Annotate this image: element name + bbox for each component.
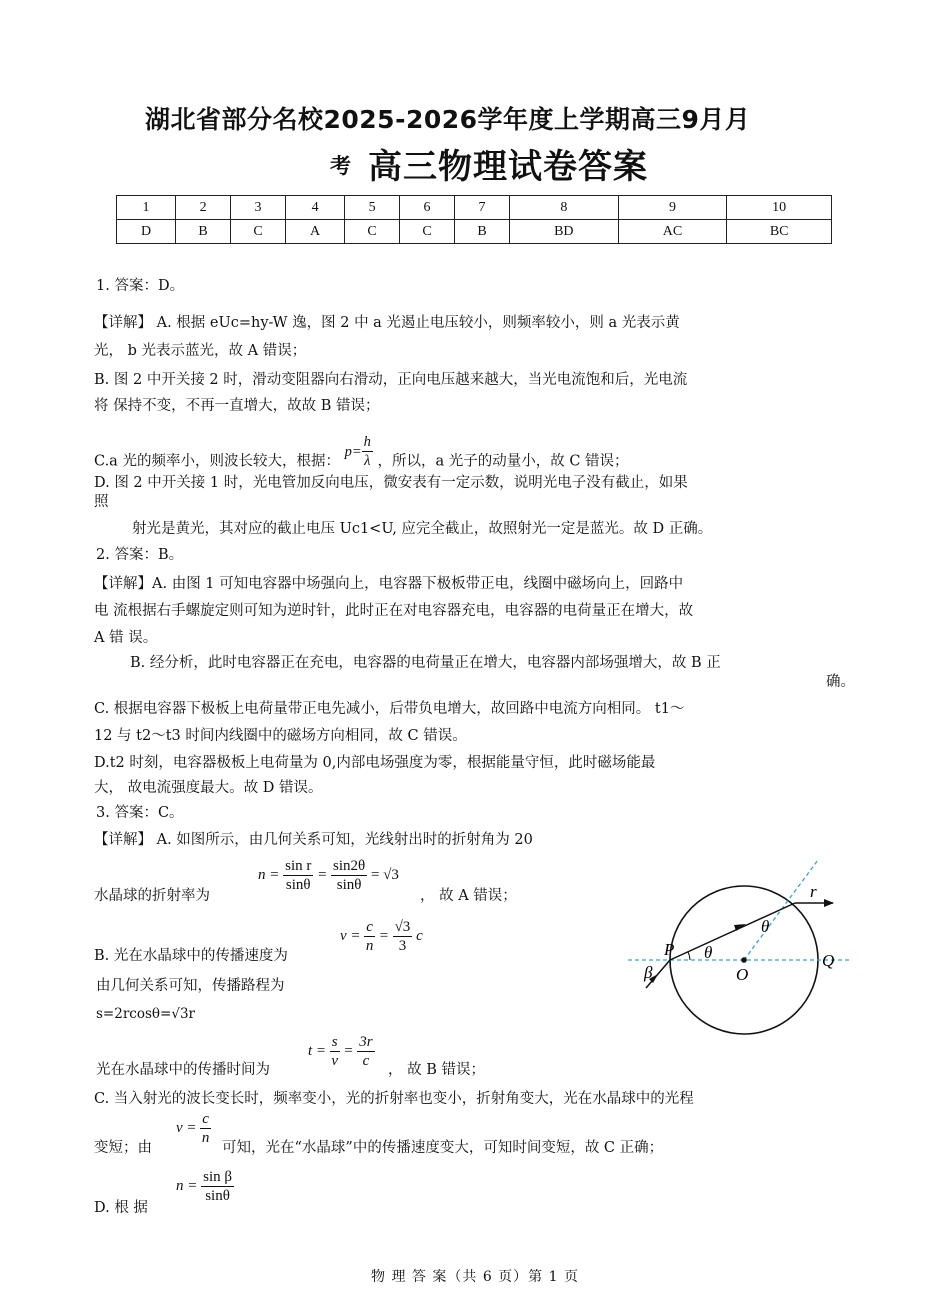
formula-speed-c <box>176 1110 211 1147</box>
table-cell: C <box>345 220 400 244</box>
fraction-denominator: 3 <box>398 938 407 954</box>
q3-detail-c-line1: C. 当入射光的波长变长时，频率变小，光的折射率也变小，折射角变大，光在水晶球中的光程 <box>94 1091 694 1107</box>
fraction-denominator: c <box>362 1053 370 1069</box>
q1-detail-b-line1: B. 图 2 中开关接 2 时，滑动变阻器向右滑动，正向电压越来越大，当光电流饱和后，光电流 <box>94 372 688 388</box>
formula-fraction <box>393 918 413 955</box>
table-cell: 4 <box>286 196 345 220</box>
q1-detail-a-line1: 【详解】 A. 根据 eUc=hy-W 逸，图 2 中 a 光遏止电压较小，则频率较小，则 a 光表示黄 <box>94 315 680 331</box>
formula-refractive-index <box>258 857 399 894</box>
emergent-ray-arrow <box>824 899 834 907</box>
table-cell: BC <box>727 220 832 244</box>
table-cell: 9 <box>618 196 727 220</box>
label-r: r <box>810 882 817 901</box>
q1-detail-d-line1: D. 图 2 中开关接 1 时，光电管加反向电压，微安表有一定示数，说明光电子没有截止，如果 <box>94 475 688 491</box>
formula-part: n = <box>176 1177 198 1194</box>
q2-detail-c-line1: C. 根据电容器下极板上电荷量带正电先减小，后带负电增大，故回路中电流方向相同。 t1～ <box>94 701 685 717</box>
formula-part: = <box>317 866 328 883</box>
q2-detail-a-line1: 【详解】A. 由图 1 可知电容器中场强向上，电容器下极板带正电，线圈中磁场向上，回路中 <box>94 576 684 592</box>
q3-detail-a-post: ， 故 A 错误； <box>420 888 517 904</box>
fraction-denominator: v <box>331 1053 339 1069</box>
table-cell: B <box>455 220 510 244</box>
q3-detail-c-pre: 变短；由 <box>94 1140 152 1156</box>
fraction-numerator: c <box>202 1111 209 1127</box>
q3-answer: 3. 答案：C。 <box>96 805 184 821</box>
answer-table-number-row <box>117 196 832 220</box>
q1-detail-d-line2: 射光是黄光，其对应的截止电压 Uc1<U, 应完全截止，故照射光一定是蓝光。故 D 正确。 <box>132 521 713 537</box>
table-cell: B <box>176 220 231 244</box>
formula-part: c <box>416 927 423 944</box>
label-theta-exit: θ <box>761 917 770 936</box>
fraction-denominator: sinθ <box>336 877 362 893</box>
formula-fraction <box>200 1110 211 1147</box>
fraction-denominator: sinθ <box>205 1188 230 1204</box>
formula-part: v = <box>176 1119 197 1136</box>
table-cell: 5 <box>345 196 400 220</box>
crystal-ball-figure <box>628 858 850 1048</box>
table-cell: C <box>400 220 455 244</box>
q1-detail-b-line2: 将 保持不变，不再一直增大，故故 B 错误； <box>94 398 380 414</box>
table-cell: 2 <box>176 196 231 220</box>
table-cell: 3 <box>231 196 286 220</box>
formula-fraction <box>357 1033 374 1070</box>
formula-part: = <box>343 1042 354 1059</box>
page-title: 高三物理试卷答案 <box>368 147 648 187</box>
center-point <box>741 957 747 963</box>
fraction-denominator: sinθ <box>285 877 311 893</box>
fraction-numerator: 3r <box>359 1034 373 1050</box>
fraction-numerator: √3 <box>394 919 411 935</box>
q3-detail-a-line2: 水晶球的折射率为 <box>94 888 210 904</box>
formula-fraction <box>331 857 367 894</box>
table-cell: BD <box>509 220 618 244</box>
q3-detail-b-line4: 光在水晶球中的传播时间为 <box>96 1062 270 1078</box>
q1-detail-c-post: ，所以，a 光子的动量小，故 C 错误； <box>377 453 629 470</box>
q1-detail-c-pre: C.a 光的频率小，则波长较大，根据： <box>94 453 340 470</box>
answer-table <box>116 195 832 244</box>
inner-ray-arrow <box>734 924 746 931</box>
table-cell: C <box>231 220 286 244</box>
q3-detail-b-line3: s=2rcosθ=√3r <box>96 1006 195 1022</box>
fraction-numerator: s <box>331 1034 338 1050</box>
table-cell: 6 <box>400 196 455 220</box>
fraction-numerator: sin β <box>203 1169 233 1185</box>
q1-answer: 1. 答案：D。 <box>96 278 185 294</box>
formula-part: t = <box>308 1042 327 1059</box>
q2-answer: 2. 答案：B。 <box>96 547 184 563</box>
q1-detail-a-line2: 光， b 光表示蓝光，故 A 错误； <box>94 343 307 359</box>
formula-part: = √3 <box>370 866 399 883</box>
q2-detail-a-line2: 电 流根据右手螺旋定则可知为逆时针，此时正在对电容器充电，电容器的电荷量正在增大，故 <box>94 603 694 619</box>
formula-p-lhs: p= <box>344 443 362 460</box>
q3-detail-b-line1: B. 光在水晶球中的传播速度为 <box>94 948 288 964</box>
table-cell: 10 <box>727 196 832 220</box>
table-cell: A <box>286 220 345 244</box>
q2-detail-b-line2: 确。 <box>826 674 855 690</box>
formula-fraction <box>283 857 313 894</box>
q3-detail-b-line2: 由几何关系可知，传播路程为 <box>96 978 285 994</box>
q2-detail-c-line2: 12 与 t2～t3 时间内线圈中的磁场方向相同，故 C 错误。 <box>94 728 467 744</box>
q2-detail-d-line1: D.t2 时刻，电容器极板上电荷量为 0,内部电场强度为零，根据能量守恒，此时磁场能最 <box>94 755 656 771</box>
fraction-denominator: λ <box>364 453 371 469</box>
formula-part: n = <box>258 866 280 883</box>
fraction-denominator: n <box>201 1130 210 1146</box>
formula-fraction <box>330 1033 340 1070</box>
formula-part: v = <box>340 927 361 944</box>
q2-detail-d-line2: 大， 故电流强度最大。故 D 错误。 <box>94 780 323 796</box>
theta-arc <box>688 952 690 960</box>
title-line-1: 湖北省部分名校2025-2026学年度上学期高三9月月 <box>145 105 751 134</box>
formula-fraction <box>364 918 375 955</box>
q3-detail-d-pre: D. 根 据 <box>94 1200 148 1216</box>
label-beta: β <box>644 963 653 982</box>
q3-detail-b-post: ， 故 B 错误； <box>388 1062 485 1078</box>
table-cell: 7 <box>455 196 510 220</box>
formula-refractive-index-d <box>176 1168 234 1205</box>
formula-fraction <box>201 1168 234 1205</box>
table-cell: 8 <box>509 196 618 220</box>
formula-part: = <box>378 927 389 944</box>
label-theta-p: θ <box>704 943 713 962</box>
q2-detail-a-line3: A 错 误。 <box>94 630 158 646</box>
formula-speed <box>340 918 423 955</box>
label-P: P <box>664 940 675 959</box>
q2-detail-b-line1: B. 经分析，此时电容器正在充电，电容器的电荷量正在增大，电容器内部场强增大，故 B 正 <box>130 655 721 671</box>
label-O: O <box>736 965 749 984</box>
answer-table-answer-row <box>117 220 832 244</box>
q1-detail-d-line1b: 照 <box>94 494 109 510</box>
fraction-numerator: h <box>363 434 371 450</box>
q3-detail-c-post: 可知，光在“水晶球”中的传播速度变大，可知时间变短，故 C 正确； <box>222 1140 664 1156</box>
fraction-numerator: c <box>366 919 373 935</box>
fraction-numerator: sin r <box>285 858 312 874</box>
label-Q: Q <box>822 951 835 970</box>
q3-detail-a-line1: 【详解】 A. 如图所示，由几何关系可知，光线射出时的折射角为 20 <box>94 832 533 848</box>
table-cell: D <box>117 220 176 244</box>
table-cell: 1 <box>117 196 176 220</box>
fraction-denominator: n <box>365 938 374 954</box>
title-line-2-prefix: 考 <box>330 154 351 178</box>
fraction-numerator: sin2θ <box>333 858 366 874</box>
table-cell: AC <box>618 220 727 244</box>
formula-p-fraction <box>362 433 373 470</box>
page-footer: 物 理 答 案（共 6 页）第 1 页 <box>371 1269 579 1285</box>
formula-time <box>308 1033 375 1070</box>
